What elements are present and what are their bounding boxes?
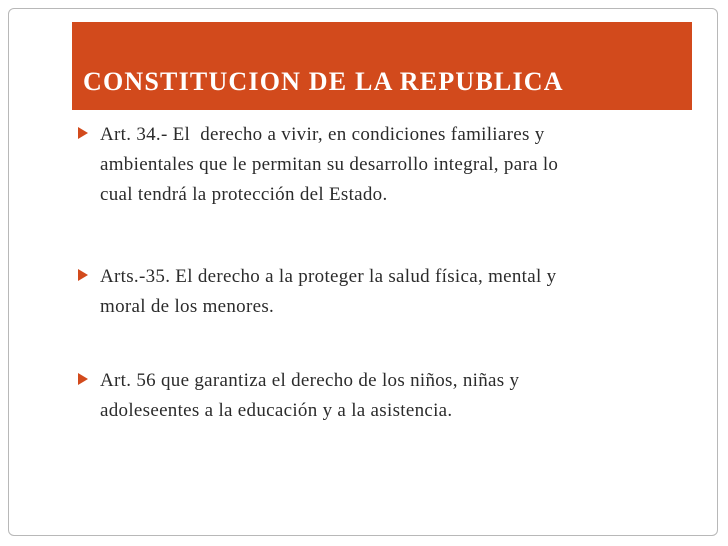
bullet-line: ambientales que le permitan su desarrollo integral, para lo (100, 154, 559, 175)
bullet-line: Art. 56 que garantiza el derecho de los niños, niñas y (100, 370, 520, 391)
bullet-item (78, 366, 678, 426)
bullet-line: cual tendrá la protección del Estado. (100, 184, 388, 205)
bullet-line: moral de los menores. (100, 296, 275, 317)
bullet-line: Art. 34.- El derecho a vivir, en condiciones familiares y (100, 124, 545, 145)
bullet-marker-icon (78, 269, 88, 281)
title-bar (72, 22, 692, 110)
slide-title: CONSTITUCION DE LA REPUBLICA (83, 67, 564, 96)
bullet-text (100, 262, 678, 322)
bullet-item (78, 262, 678, 322)
bullet-text (100, 366, 678, 426)
bullet-line: adoleseentes a la educación y a la asistencia. (100, 400, 453, 421)
bullet-marker-icon (78, 373, 88, 385)
bullet-line: Arts.-35. El derecho a la proteger la salud física, mental y (100, 266, 557, 287)
bullet-item (78, 120, 678, 210)
bullet-text (100, 120, 678, 210)
bullet-marker-icon (78, 127, 88, 139)
